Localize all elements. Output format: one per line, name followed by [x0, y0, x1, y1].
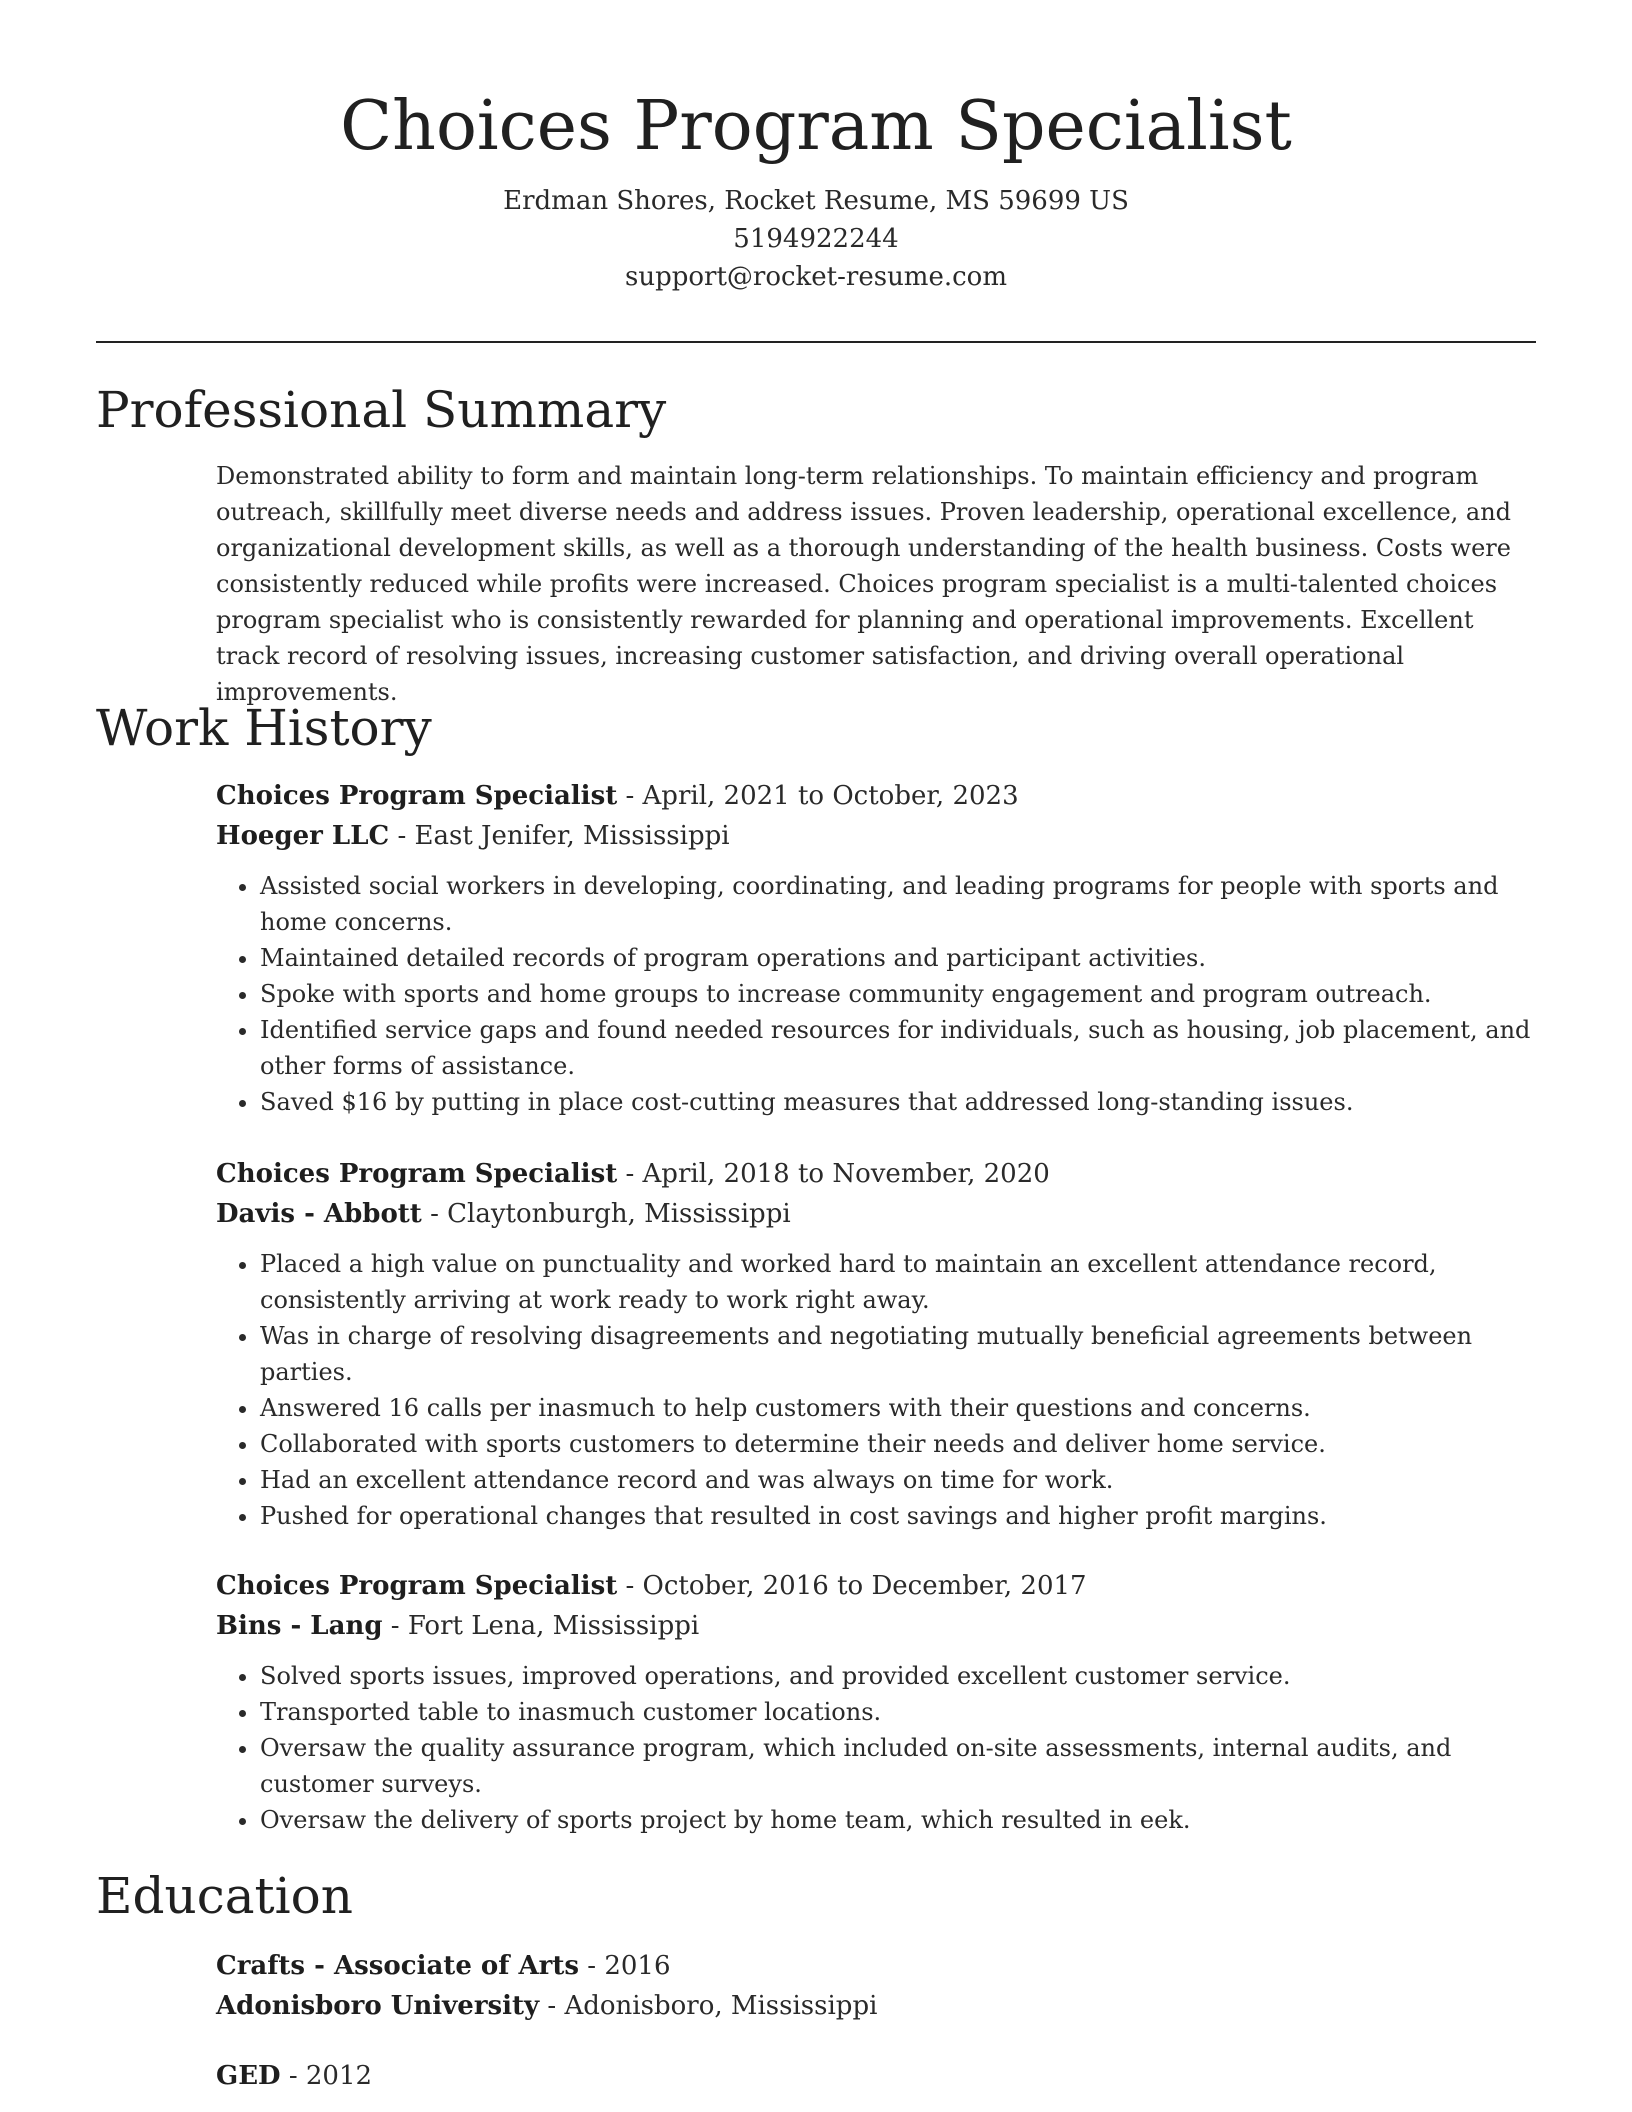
list-item: • Assisted social workers in developing, coordinating, and leading programs for people with sports and home concerns. — [260, 868, 1536, 940]
education-entry — [216, 1946, 1536, 2026]
job-dates: - October, 2016 to December, 2017 — [617, 1571, 1087, 1601]
job-entry — [216, 1566, 1536, 1838]
job-company: Davis - Abbott — [216, 1199, 422, 1229]
degree-line — [216, 2056, 1536, 2096]
job-role: Choices Program Specialist — [216, 1159, 618, 1189]
job-title-line — [216, 776, 1536, 816]
job-duties-list — [216, 1658, 1536, 1838]
work-history-heading: Work History — [96, 699, 432, 757]
list-item: • Spoke with sports and home groups to increase community engagement and program outreach. — [260, 976, 1536, 1012]
candidate-name: Choices Program Specialist — [340, 87, 1292, 166]
school-location: - Adonisboro, Mississippi — [539, 1991, 878, 2021]
job-entry — [216, 1154, 1536, 1534]
list-item: • Oversaw the delivery of sports project by home team, which resulted in eek. — [260, 1802, 1536, 1838]
job-company: Bins - Lang — [216, 1611, 383, 1641]
contact-info — [0, 182, 1632, 296]
job-dates: - April, 2021 to October, 2023 — [617, 781, 1019, 811]
job-location: - East Jenifer, Mississippi — [389, 821, 730, 851]
job-role: Choices Program Specialist — [216, 1571, 618, 1601]
degree-line — [216, 1946, 1536, 1986]
list-item: • Transported table to inasmuch customer locations. — [260, 1694, 1536, 1730]
address: Erdman Shores, Rocket Resume, MS 59699 US — [503, 186, 1129, 216]
job-dates: - April, 2018 to November, 2020 — [617, 1159, 1050, 1189]
list-item: • Placed a high value on punctuality and worked hard to maintain an excellent attendance record, consistently arriving at work ready to work right away. — [260, 1246, 1536, 1318]
email-address[interactable]: support@rocket-resume.com — [624, 262, 1007, 292]
phone-number: 5194922244 — [733, 224, 899, 254]
header-divider — [96, 341, 1536, 343]
job-company: Hoeger LLC — [216, 821, 390, 851]
list-item: • Oversaw the quality assurance program, which included on-site assessments, internal audits, and customer surveys. — [260, 1730, 1536, 1802]
job-company-line — [216, 1194, 1536, 1234]
list-item: • Maintained detailed records of program operations and participant activities. — [260, 940, 1536, 976]
job-location: - Fort Lena, Mississippi — [382, 1611, 700, 1641]
list-item: • Solved sports issues, improved operations, and provided excellent customer service. — [260, 1658, 1536, 1694]
job-role: Choices Program Specialist — [216, 781, 618, 811]
school-line — [216, 1986, 1536, 2026]
job-duties-list — [216, 868, 1536, 1120]
job-company-line — [216, 816, 1536, 856]
job-company-line — [216, 1606, 1536, 1646]
list-item: • Collaborated with sports customers to determine their needs and deliver home service. — [260, 1426, 1536, 1462]
job-entry — [216, 776, 1536, 1120]
education-heading: Education — [96, 1867, 353, 1925]
list-item: • Saved $16 by putting in place cost-cutting measures that addressed long-standing issues. — [260, 1084, 1536, 1120]
job-location: - Claytonburgh, Mississippi — [421, 1199, 791, 1229]
degree-year: - 2012 — [280, 2061, 373, 2091]
job-title-line — [216, 1566, 1536, 1606]
degree-year: - 2016 — [579, 1951, 671, 1981]
degree: Crafts - Associate of Arts — [216, 1951, 580, 1981]
list-item: • Identified service gaps and found needed resources for individuals, such as housing, job placement, and other forms of assistance. — [260, 1012, 1536, 1084]
resume-header — [0, 0, 1632, 296]
school-name: Adonisboro University — [216, 1991, 540, 2021]
list-item: • Had an excellent attendance record and was always on time for work. — [260, 1462, 1536, 1498]
education-entry — [216, 2056, 1536, 2096]
summary-section — [216, 458, 1536, 710]
summary-heading: Professional Summary — [96, 381, 667, 439]
list-item: • Pushed for operational changes that resulted in cost savings and higher profit margins. — [260, 1498, 1536, 1534]
summary-text: Demonstrated ability to form and maintain long-term relationships. To maintain efficiency and program outreach, skillfully meet diverse needs and address issues. Proven leadership, operational excellence, and organizational development skills, as well as a thorough understanding of the health business. Costs were consistently reduced while profits were increased. Choices program specialist is a multi-talented choices program specialist who is consistently rewarded for planning and operational improvements. Excellent track record of resolving issues, increasing customer satisfaction, and driving overall operational improvements. — [216, 462, 1512, 706]
degree: GED — [216, 2061, 281, 2091]
job-title-line — [216, 1154, 1536, 1194]
list-item: • Answered 16 calls per inasmuch to help customers with their questions and concerns. — [260, 1390, 1536, 1426]
job-duties-list — [216, 1246, 1536, 1534]
list-item: • Was in charge of resolving disagreements and negotiating mutually beneficial agreements between parties. — [260, 1318, 1536, 1390]
